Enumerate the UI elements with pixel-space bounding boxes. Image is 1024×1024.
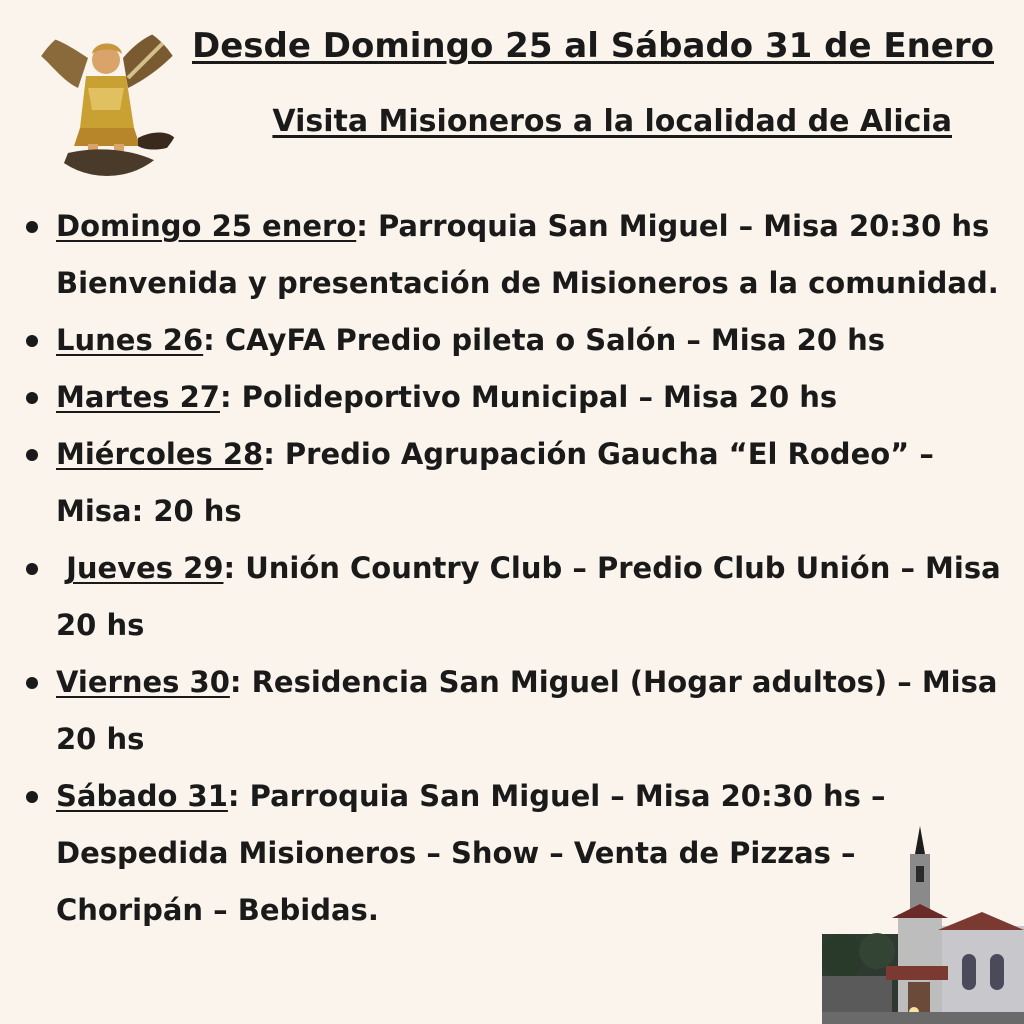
bullet-icon bbox=[26, 221, 38, 233]
day-label: Sábado 31 bbox=[56, 779, 228, 813]
list-item bbox=[24, 312, 1014, 369]
event-description: : CAyFA Predio pileta o Salón – Misa 20 hs bbox=[203, 323, 886, 357]
bullet-icon bbox=[26, 677, 38, 689]
event-description: : Predio Agrupación Gaucha “El Rodeo” – Misa: 20 hs bbox=[56, 437, 934, 528]
day-label: Jueves 29 bbox=[66, 551, 224, 585]
list-item bbox=[24, 654, 1014, 768]
saint-michael-image bbox=[28, 18, 186, 178]
bullet-icon bbox=[26, 563, 38, 575]
bullet-icon bbox=[26, 335, 38, 347]
list-item bbox=[24, 540, 1014, 654]
list-item bbox=[24, 369, 1014, 426]
day-label: Martes 27 bbox=[56, 380, 220, 414]
church-image bbox=[822, 826, 1024, 1024]
bullet-icon bbox=[26, 392, 38, 404]
event-description: : Residencia San Miguel (Hogar adultos) – Misa 20 hs bbox=[56, 665, 998, 756]
event-description: : Polideportivo Municipal – Misa 20 hs bbox=[219, 380, 838, 414]
event-description: : Parroquia San Miguel – Misa 20:30 hs – Despedida Misioneros – Show – Venta de Pizzas – Choripán – Bebidas. bbox=[56, 779, 886, 927]
event-description: : Unión Country Club – Predio Club Unión – Misa 20 hs bbox=[56, 551, 1001, 642]
day-label: Miércoles 28 bbox=[56, 437, 264, 471]
page-title: Desde Domingo 25 al Sábado 31 de Enero bbox=[192, 26, 994, 66]
list-item bbox=[24, 198, 1014, 312]
event-description: : Parroquia San Miguel – Misa 20:30 hs Bienvenida y presentación de Misioneros a la comunidad. bbox=[56, 209, 999, 300]
list-item bbox=[24, 426, 1014, 540]
bullet-icon bbox=[26, 791, 38, 803]
day-label: Domingo 25 enero bbox=[56, 209, 357, 243]
day-label: Lunes 26 bbox=[56, 323, 204, 357]
page-subtitle: Visita Misioneros a la localidad de Alicia bbox=[272, 104, 952, 139]
bullet-icon bbox=[26, 449, 38, 461]
day-label: Viernes 30 bbox=[56, 665, 230, 699]
